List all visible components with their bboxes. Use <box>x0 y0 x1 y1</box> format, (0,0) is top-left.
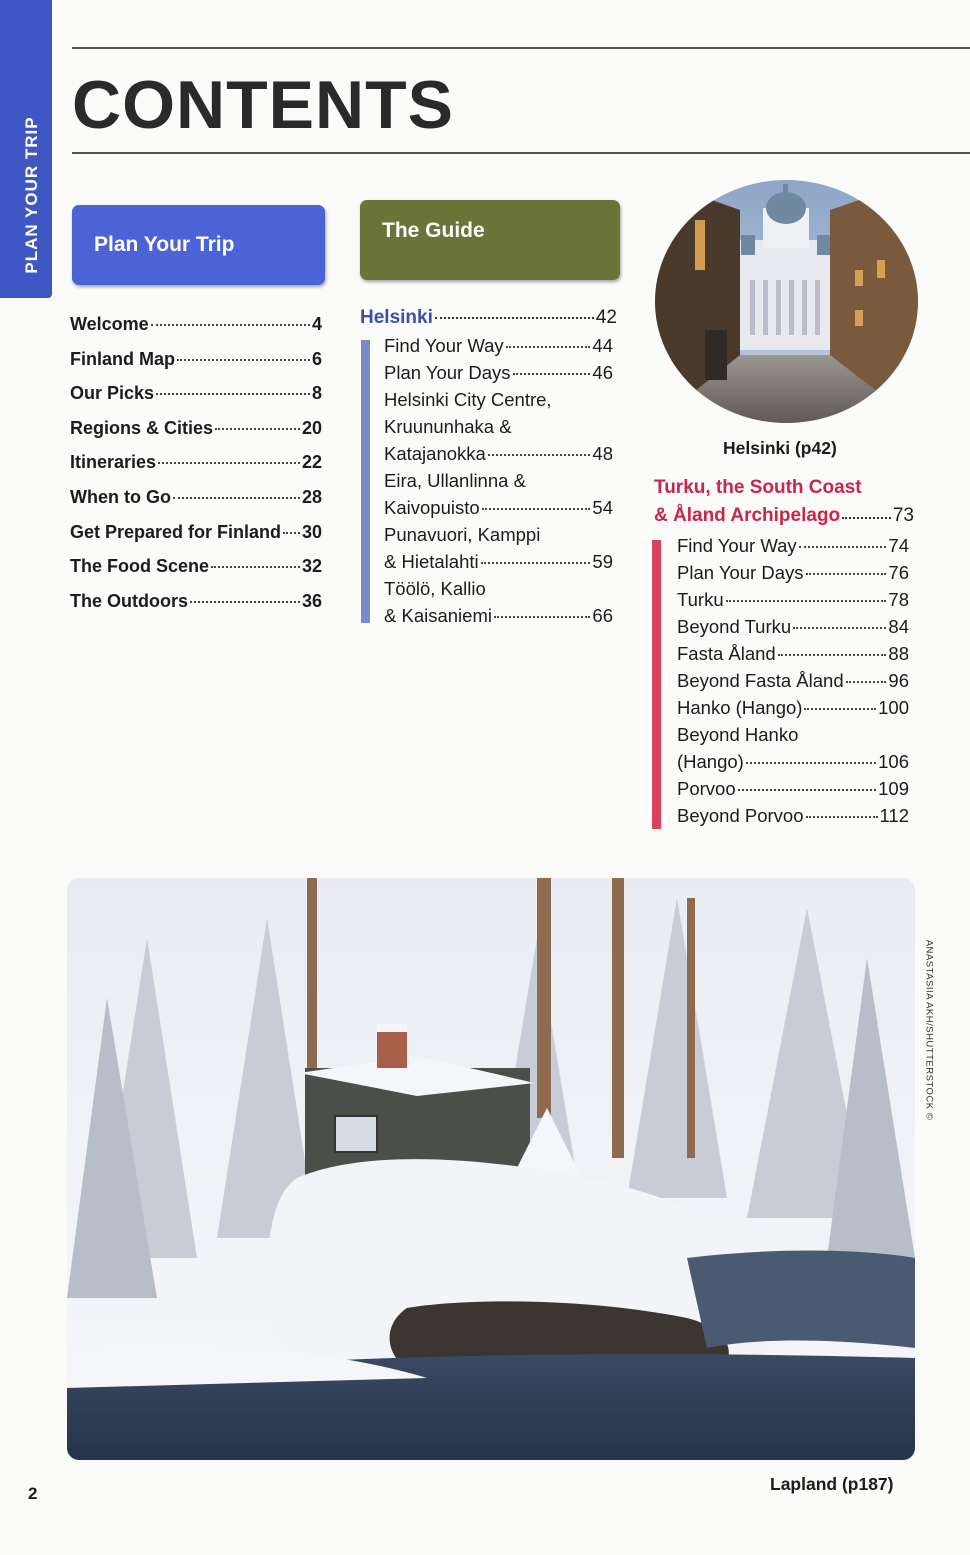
toc-entry-beyond-hanko[interactable]: Beyond Hanko (Hango) 106 <box>677 724 909 772</box>
plan-your-trip-section-button[interactable] <box>72 205 325 285</box>
toc-entry-helsinki-plan-your-days[interactable]: Plan Your Days 46 <box>384 362 613 383</box>
toc-entry-regions-cities[interactable]: Regions & Cities 20 <box>70 417 322 438</box>
toc-entry-hanko[interactable]: Hanko (Hango) 100 <box>677 697 909 718</box>
toc-entry-our-picks[interactable]: Our Picks 8 <box>70 383 322 404</box>
helsinki-street-illustration <box>655 180 918 423</box>
side-tab-label: PLAN YOUR TRIP <box>22 116 41 274</box>
toc-entry-when-to-go[interactable]: When to Go 28 <box>70 486 322 507</box>
toc-entry-fasta-aland[interactable]: Fasta Åland 88 <box>677 643 909 664</box>
title-rule <box>72 152 970 154</box>
page-number: 2 <box>28 1484 38 1503</box>
turku-list <box>677 532 909 829</box>
the-guide-section-button[interactable] <box>360 200 620 280</box>
snowy-cabin-illustration <box>67 878 915 1460</box>
helsinki-accent-bar <box>361 340 370 623</box>
toc-entry-beyond-porvoo[interactable]: Beyond Porvoo 112 <box>677 805 909 826</box>
helsinki-cathedral-photo <box>655 180 918 423</box>
toc-entry-beyond-fasta-aland[interactable]: Beyond Fasta Åland 96 <box>677 670 909 691</box>
toc-entry-helsinki-city-centre[interactable]: Helsinki City Centre, Kruununhaka & Katajanokka 48 <box>384 389 613 464</box>
toc-entry-turku-find-your-way[interactable]: Find Your Way 74 <box>677 535 909 556</box>
toc-entry-eira[interactable]: Eira, Ullanlinna & Kaivopuisto 54 <box>384 470 613 518</box>
plan-your-trip-list <box>70 307 322 618</box>
toc-entry-get-prepared[interactable]: Get Prepared for Finland 30 <box>70 521 322 542</box>
toc-entry-turku[interactable]: Turku 78 <box>677 589 909 610</box>
helsinki-title: Helsinki <box>360 307 433 328</box>
side-section-tab[interactable] <box>0 0 52 298</box>
helsinki-photo-caption: Helsinki (p42) <box>723 438 837 458</box>
page-title: CONTENTS <box>72 67 454 143</box>
the-guide-label: The Guide <box>382 219 485 242</box>
turku-chapter-heading[interactable] <box>654 474 914 529</box>
toc-entry-outdoors[interactable]: The Outdoors 36 <box>70 590 322 611</box>
toc-entry-finland-map[interactable]: Finland Map 6 <box>70 348 322 369</box>
lapland-winter-photo <box>67 878 915 1460</box>
top-rule <box>72 47 970 49</box>
turku-accent-bar <box>652 540 661 829</box>
toc-entry-welcome[interactable]: Welcome 4 <box>70 314 322 334</box>
toc-entry-punavuori[interactable]: Punavuori, Kamppi & Hietalahti 59 <box>384 524 613 572</box>
toc-entry-beyond-turku[interactable]: Beyond Turku 84 <box>677 616 909 637</box>
turku-title-line2: & Åland Archipelago <box>654 505 841 526</box>
lapland-photo-caption: Lapland (p187) <box>770 1474 894 1494</box>
helsinki-list <box>384 332 613 629</box>
toc-entry-porvoo[interactable]: Porvoo 109 <box>677 778 909 799</box>
toc-entry-turku-plan-your-days[interactable]: Plan Your Days 76 <box>677 562 909 583</box>
turku-title-line1: Turku, the South Coast <box>654 477 862 498</box>
plan-your-trip-label: Plan Your Trip <box>94 233 235 256</box>
toc-entry-food-scene[interactable]: The Food Scene 32 <box>70 556 322 577</box>
helsinki-chapter-heading[interactable] <box>360 304 617 331</box>
photo-credit: ANASTASIIA AKH/SHUTTERSTOCK © <box>923 939 935 1121</box>
toc-entry-helsinki-find-your-way[interactable]: Find Your Way 44 <box>384 335 613 356</box>
toc-entry-itineraries[interactable]: Itineraries 22 <box>70 452 322 473</box>
toc-entry-toolo[interactable]: Töölö, Kallio & Kaisaniemi 66 <box>384 578 613 626</box>
helsinki-page: 42 <box>595 307 617 328</box>
turku-page: 73 <box>892 505 914 526</box>
